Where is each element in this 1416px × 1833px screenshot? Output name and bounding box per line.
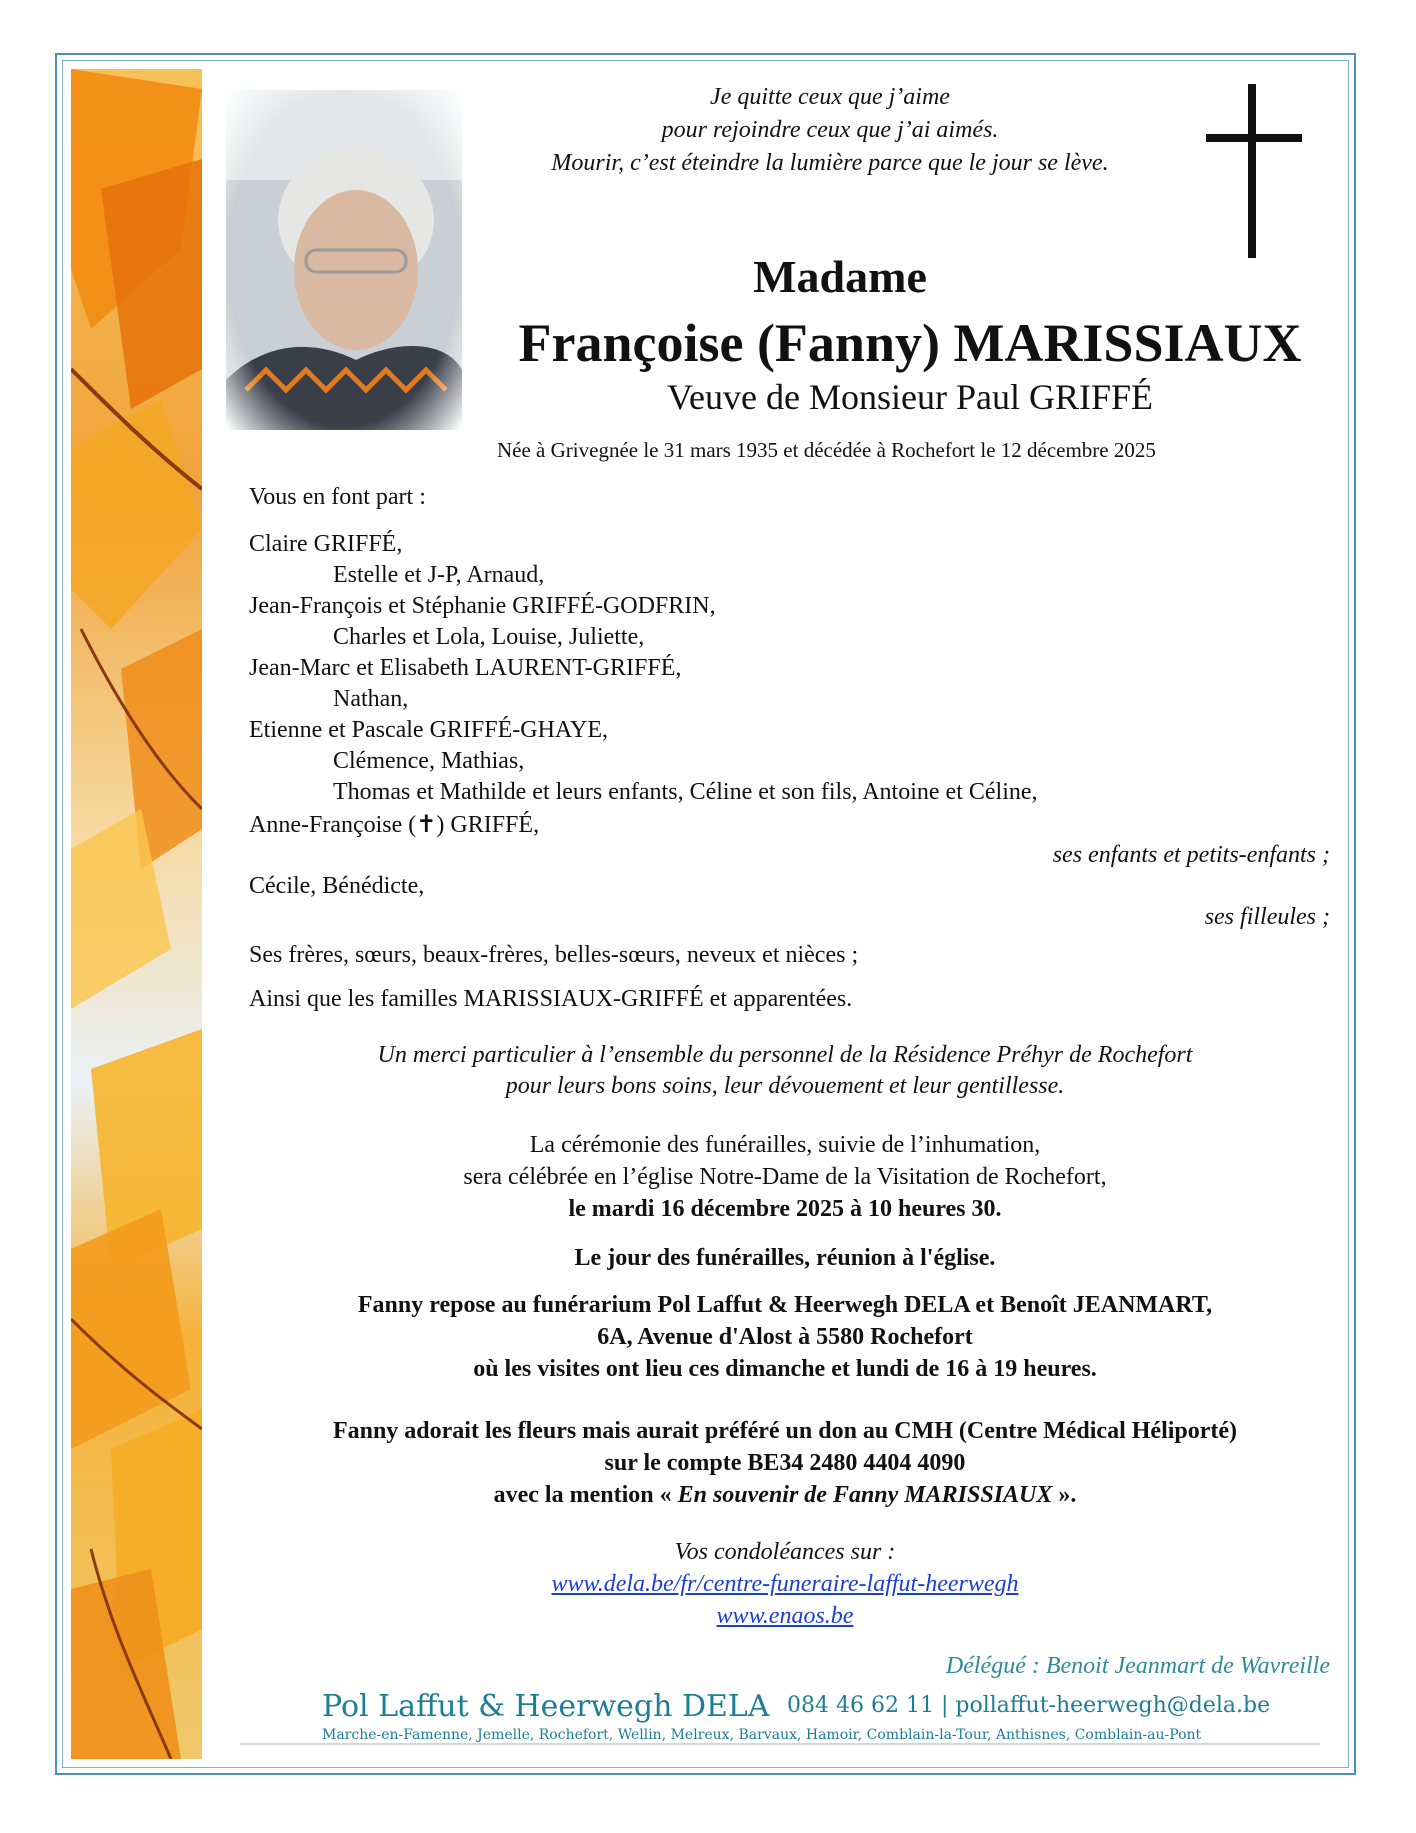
epitaph-line: Je quitte ceux que j’aime bbox=[710, 84, 950, 110]
visits-line: où les visites ont lieu ces dimanche et lundi de 16 à 19 heures. bbox=[473, 1356, 1097, 1382]
visits-line: Fanny repose au funérarium Pol Laffut & Heerwegh DELA et Benoît JEANMART, bbox=[357, 1292, 1213, 1318]
family-line: Jean-Marc et Elisabeth LAURENT-GRIFFÉ, bbox=[249, 655, 682, 681]
family-line: Anne-Françoise (✝) GRIFFÉ, bbox=[249, 812, 540, 838]
visits-line: 6A, Avenue d'Alost à 5580 Rochefort bbox=[597, 1324, 973, 1350]
family-line: Etienne et Pascale GRIFFÉ-GHAYE, bbox=[249, 717, 609, 743]
donation-account: sur le compte BE34 2480 4404 4090 bbox=[604, 1450, 966, 1476]
family-line: Jean-François et Stéphanie GRIFFÉ-GODFRIN, bbox=[249, 593, 716, 619]
epitaph-line: pour rejoindre ceux que j’ai aimés. bbox=[661, 117, 999, 143]
ceremony-line: sera célébrée en l’église Notre-Dame de la Visitation de Rochefort, bbox=[463, 1164, 1107, 1190]
condolences-label: Vos condoléances sur : bbox=[674, 1539, 896, 1565]
family-line: Claire GRIFFÉ, bbox=[249, 531, 403, 557]
ceremony-date: le mardi 16 décembre 2025 à 10 heures 30. bbox=[568, 1196, 1002, 1222]
ceremony-line: La cérémonie des funérailles, suivie de l’inhumation, bbox=[529, 1132, 1041, 1158]
brand-logo: Pol Laffut & Heerwegh DELA bbox=[322, 1689, 770, 1724]
cross-icon bbox=[1198, 82, 1308, 260]
condolences-link-container bbox=[240, 1571, 1330, 1598]
condolences-link-dela[interactable]: www.dela.be/fr/centre-funeraire-laffut-heerwegh bbox=[551, 1571, 1019, 1597]
footer-contact bbox=[787, 1693, 1270, 1718]
footer-email: pollaffut-heerwegh@dela.be bbox=[955, 1693, 1271, 1718]
families-line: Ainsi que les familles MARISSIAUX-GRIFFÉ et apparentées. bbox=[249, 986, 853, 1012]
donation-mention-prefix: avec la mention « bbox=[493, 1482, 678, 1508]
deceased-name: Françoise (Fanny) MARISSIAUX bbox=[518, 313, 1302, 373]
family-line: Clémence, Mathias, bbox=[333, 748, 525, 774]
goddaughters-line: Cécile, Bénédicte, bbox=[249, 873, 425, 899]
family-line: Nathan, bbox=[333, 686, 409, 712]
donation-mention-text: En souvenir de Fanny MARISSIAUX bbox=[677, 1482, 1053, 1508]
siblings-line: Ses frères, sœurs, beaux-frères, belles-sœurs, neveux et nièces ; bbox=[249, 942, 859, 968]
family-line: Thomas et Mathilde et leurs enfants, Céline et son fils, Antoine et Céline, bbox=[333, 779, 1038, 805]
deceased-title: Madame bbox=[753, 251, 927, 302]
family-line: Estelle et J-P, Arnaud, bbox=[333, 562, 545, 588]
portrait-photo bbox=[226, 90, 462, 430]
goddaughters-caption: ses filleules ; bbox=[1204, 904, 1330, 930]
footer-locations: Marche-en-Famenne, Jemelle, Rochefort, Wellin, Melreux, Barvaux, Hamoir, Comblain-la-Tour, Anthisnes, Comblain-au-Pont bbox=[322, 1727, 1202, 1743]
delegate-line: Délégué : Benoit Jeanmart de Wavreille bbox=[945, 1653, 1330, 1679]
deceased-spouse: Veuve de Monsieur Paul GRIFFÉ bbox=[667, 377, 1153, 417]
children-caption: ses enfants et petits-enfants ; bbox=[1052, 842, 1330, 868]
footer-phone: 084 46 62 11 bbox=[787, 1693, 934, 1718]
autumn-leaves-image bbox=[71, 69, 202, 1759]
epitaph-line: Mourir, c’est éteindre la lumière parce que le jour se lève. bbox=[551, 150, 1109, 176]
announcement-intro: Vous en font part : bbox=[249, 484, 426, 510]
condolences-link-enaos[interactable]: www.enaos.be bbox=[716, 1603, 854, 1629]
family-line: Charles et Lola, Louise, Juliette, bbox=[333, 624, 645, 650]
donation-line: Fanny adorait les fleurs mais aurait préféré un don au CMH (Centre Médical Héliporté) bbox=[332, 1418, 1238, 1444]
thanks-line: pour leurs bons soins, leur dévouement et leur gentillesse. bbox=[505, 1073, 1065, 1099]
ceremony-gathering: Le jour des funérailles, réunion à l'église. bbox=[574, 1245, 996, 1271]
condolences-link-container bbox=[240, 1603, 1330, 1630]
thanks-line: Un merci particulier à l’ensemble du personnel de la Résidence Préhyr de Rochefort bbox=[377, 1042, 1193, 1068]
footer-divider bbox=[240, 1743, 1320, 1745]
donation-mention bbox=[240, 1482, 1330, 1509]
deceased-dates: Née à Grivegnée le 31 mars 1935 et décédée à Rochefort le 12 décembre 2025 bbox=[497, 438, 1156, 462]
footer-separator: | bbox=[940, 1693, 949, 1718]
donation-mention-suffix: ». bbox=[1052, 1482, 1077, 1508]
